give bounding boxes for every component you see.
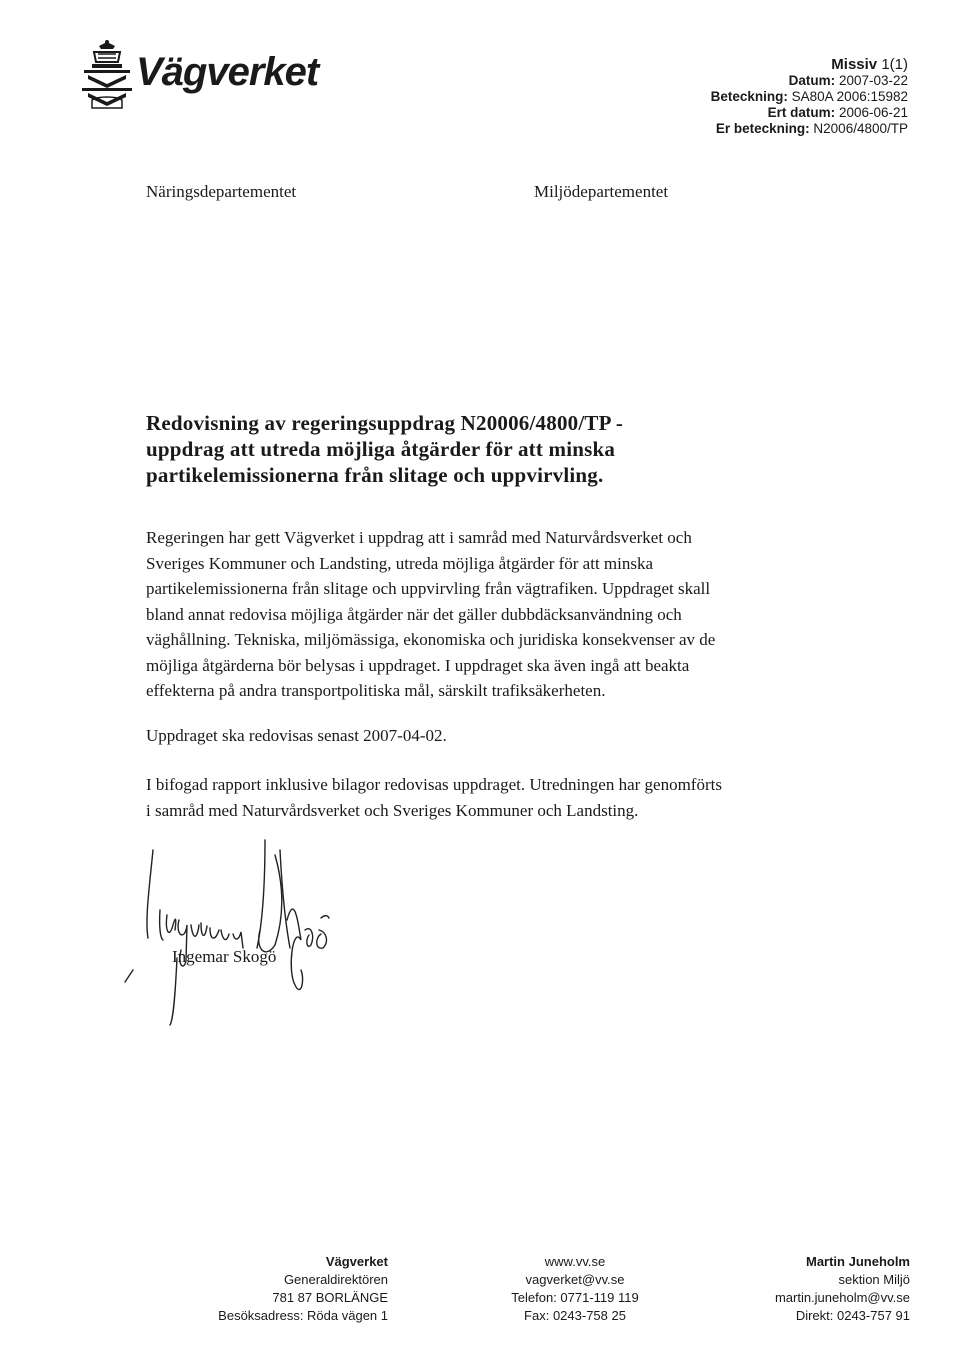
ert-datum-value: 2006-06-21 xyxy=(838,105,908,120)
body-paragraph-2: Uppdraget ska redovisas senast 2007-04-02. xyxy=(146,726,447,745)
footer-address xyxy=(200,1253,388,1325)
text-line: effekterna på andra transportpolitiska mål, särskilt trafiksäkerheten. xyxy=(146,681,606,700)
ert-datum-label: Ert datum: xyxy=(767,105,836,120)
ert-datum-row xyxy=(711,105,908,121)
signer-name: Ingemar Skogö xyxy=(172,947,277,966)
footer-line: www.vv.se xyxy=(544,1254,606,1269)
beteckning-row xyxy=(711,89,908,105)
subject-line: partikelemissionerna från slitage och uppvirvling. xyxy=(146,463,604,487)
recipient-miljodepartementet: Miljödepartementet xyxy=(534,182,669,201)
footer-line: Fax: 0243-758 25 xyxy=(524,1308,626,1323)
subject-line: uppdrag att utreda möjliga åtgärder för att minska xyxy=(146,437,616,461)
datum-row xyxy=(711,73,908,89)
crown-road-emblem-icon xyxy=(78,40,136,110)
recipient-naringsdepartementet: Näringsdepartementet xyxy=(146,182,297,201)
footer-line: sektion Miljö xyxy=(838,1272,910,1287)
body-paragraph-3 xyxy=(146,772,758,823)
footer-line: vagverket@vv.se xyxy=(525,1272,625,1287)
footer-line: Besöksadress: Röda vägen 1 xyxy=(218,1308,388,1323)
vagverket-logo xyxy=(78,40,378,110)
footer-line: Generaldirektören xyxy=(283,1272,388,1287)
footer-line: martin.juneholm@vv.se xyxy=(774,1290,910,1305)
logo-text: Vägverket xyxy=(136,50,319,94)
handwritten-signature xyxy=(115,830,375,1030)
footer-line: 781 87 BORLÄNGE xyxy=(272,1290,388,1305)
text-line: Regeringen har gett Vägverket i uppdrag att i samråd med Naturvårdsverket och xyxy=(146,528,692,547)
er-beteckning-row xyxy=(711,121,908,137)
missiv-value: 1(1) xyxy=(881,56,908,73)
footer-contact xyxy=(480,1253,670,1325)
datum-value: 2007-03-22 xyxy=(838,73,908,88)
footer-line: Telefon: 0771-119 119 xyxy=(511,1290,639,1305)
footer-line: Martin Juneholm xyxy=(805,1254,910,1269)
subject-line: Redovisning av regeringsuppdrag N20006/4800/TP - xyxy=(146,411,624,435)
er-beteckning-label: Er beteckning: xyxy=(715,121,810,136)
text-line: väghållning. Tekniska, miljömässiga, ekonomiska och juridiska konsekvenser av de xyxy=(146,630,716,649)
datum-label: Datum: xyxy=(788,73,836,88)
document-metadata xyxy=(711,57,908,137)
footer-line: Direkt: 0243-757 91 xyxy=(795,1308,910,1323)
footer-handler xyxy=(720,1253,910,1325)
beteckning-value: SA80A 2006:15982 xyxy=(791,89,908,104)
missiv-label: Missiv xyxy=(831,56,878,73)
text-line: bland annat redovisa möjliga åtgärder när det gäller dubbdäcksanvändning och xyxy=(146,604,682,624)
text-line: I bifogad rapport inklusive bilagor redovisas uppdraget. Utredningen har genomförts xyxy=(146,775,722,794)
missiv-row xyxy=(711,57,908,73)
body-paragraph-1 xyxy=(146,525,758,704)
footer-line: Vägverket xyxy=(325,1254,388,1269)
subject-heading xyxy=(146,410,706,488)
text-line: Sveriges Kommuner och Landsting, utreda möjliga åtgärder för att minska xyxy=(146,553,654,573)
text-line: i samråd med Naturvårdsverket och Sveriges Kommuner och Landsting. xyxy=(146,800,639,820)
beteckning-label: Beteckning: xyxy=(710,89,788,104)
text-line: partikelemissionerna från slitage och uppvirvling från vägtrafiken. Uppdraget skall xyxy=(146,579,711,598)
text-line: möjliga åtgärderna bör belysas i uppdraget. I uppdraget ska även ingå att beakta xyxy=(146,655,690,675)
er-beteckning-value: N2006/4800/TP xyxy=(813,121,908,136)
